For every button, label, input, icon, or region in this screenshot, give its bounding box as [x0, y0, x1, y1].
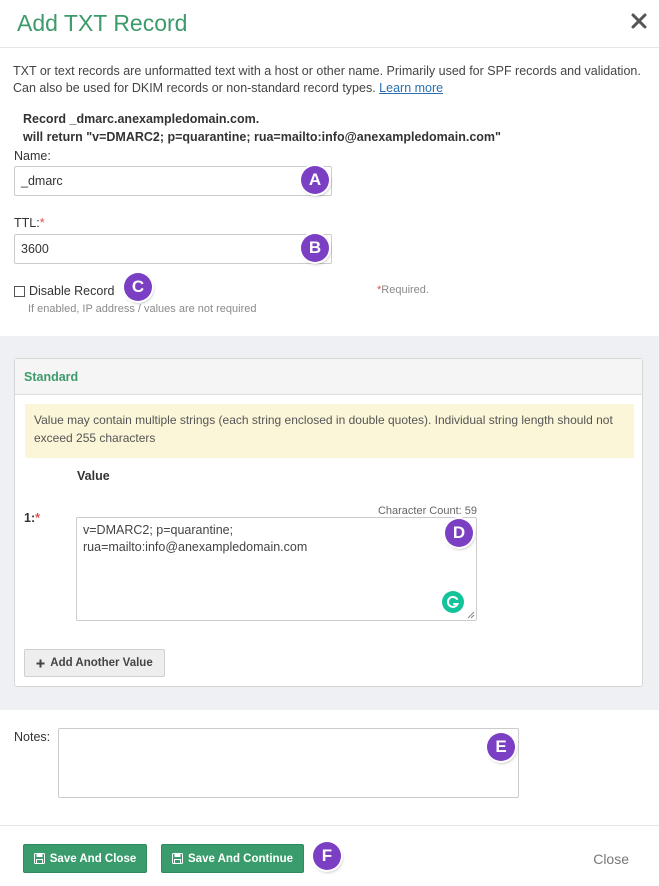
record-summary	[23, 110, 501, 146]
disable-record-label[interactable]: Disable Record	[29, 284, 115, 298]
dialog-header	[0, 0, 659, 48]
learn-more-link[interactable]: Learn more	[379, 81, 444, 95]
floppy-disk-icon	[34, 853, 45, 864]
value-line-1: v=DMARC2; p=quarantine;	[83, 523, 234, 537]
record-description	[13, 63, 643, 97]
plus-icon	[36, 659, 45, 668]
dialog-title: Add TXT Record	[17, 10, 188, 36]
standard-panel-title: Standard	[24, 370, 79, 384]
disable-record-checkbox[interactable]	[14, 286, 25, 297]
summary-line-2: will return "v=DMARC2; p=quarantine; rua=mailto:info@anexampledomain.com"	[23, 130, 501, 144]
close-button[interactable]: Close	[593, 851, 629, 867]
disable-record-row[interactable]	[14, 284, 114, 298]
save-and-continue-label: Save And Continue	[188, 852, 293, 865]
required-note-text: Required.	[381, 284, 429, 296]
save-and-close-button[interactable]	[23, 844, 147, 873]
ttl-label	[14, 216, 45, 230]
save-and-close-label: Save And Close	[49, 852, 137, 865]
ttl-input[interactable]: 3600	[14, 234, 332, 264]
resize-grip-icon[interactable]	[467, 611, 475, 619]
add-another-value-button[interactable]	[24, 649, 165, 677]
value-row-number	[24, 511, 40, 525]
value-line-2: rua=mailto:info@anexampledomain.com	[83, 540, 308, 554]
description-text: TXT or text records are unformatted text with a host or other name. Primarily used for SPF records and validation. Can also be used for DKIM records or non-standard record types.	[13, 64, 641, 95]
floppy-disk-icon	[172, 853, 183, 864]
value-column-header: Value	[77, 469, 110, 483]
disable-record-hint: If enabled, IP address / values are not required	[28, 303, 257, 315]
notes-textarea[interactable]	[58, 728, 519, 798]
ttl-label-text: TTL:	[14, 216, 40, 230]
save-and-continue-button[interactable]	[161, 844, 304, 873]
standard-panel	[14, 358, 643, 687]
character-count: Character Count: 59	[377, 505, 477, 517]
value-warning-box: Value may contain multiple strings (each string enclosed in double quotes). Individual string length should not exceed 255 characters	[25, 404, 634, 458]
summary-line-1: Record _dmarc.anexampledomain.com.	[23, 112, 260, 126]
add-another-value-label: Add Another Value	[50, 657, 153, 669]
name-label: Name:	[14, 149, 51, 163]
name-input[interactable]: _dmarc	[14, 166, 332, 196]
badge-f: F	[313, 842, 341, 870]
notes-label: Notes:	[14, 730, 51, 744]
badge-d: D	[445, 519, 473, 547]
grammarly-icon[interactable]	[442, 591, 464, 613]
value-textarea[interactable]	[76, 517, 477, 621]
ttl-required-mark: *	[39, 216, 45, 230]
badge-e: E	[487, 733, 515, 761]
dialog-footer	[0, 825, 659, 886]
badge-a: A	[301, 166, 329, 194]
required-note	[377, 284, 429, 296]
close-x-icon[interactable]	[630, 12, 648, 30]
standard-panel-header	[15, 359, 642, 395]
required-note-mark: *	[377, 284, 382, 296]
badge-b: B	[301, 234, 329, 262]
row-required-mark: *	[35, 511, 40, 525]
row-number-text: 1:	[24, 511, 36, 525]
badge-c: C	[124, 273, 152, 301]
